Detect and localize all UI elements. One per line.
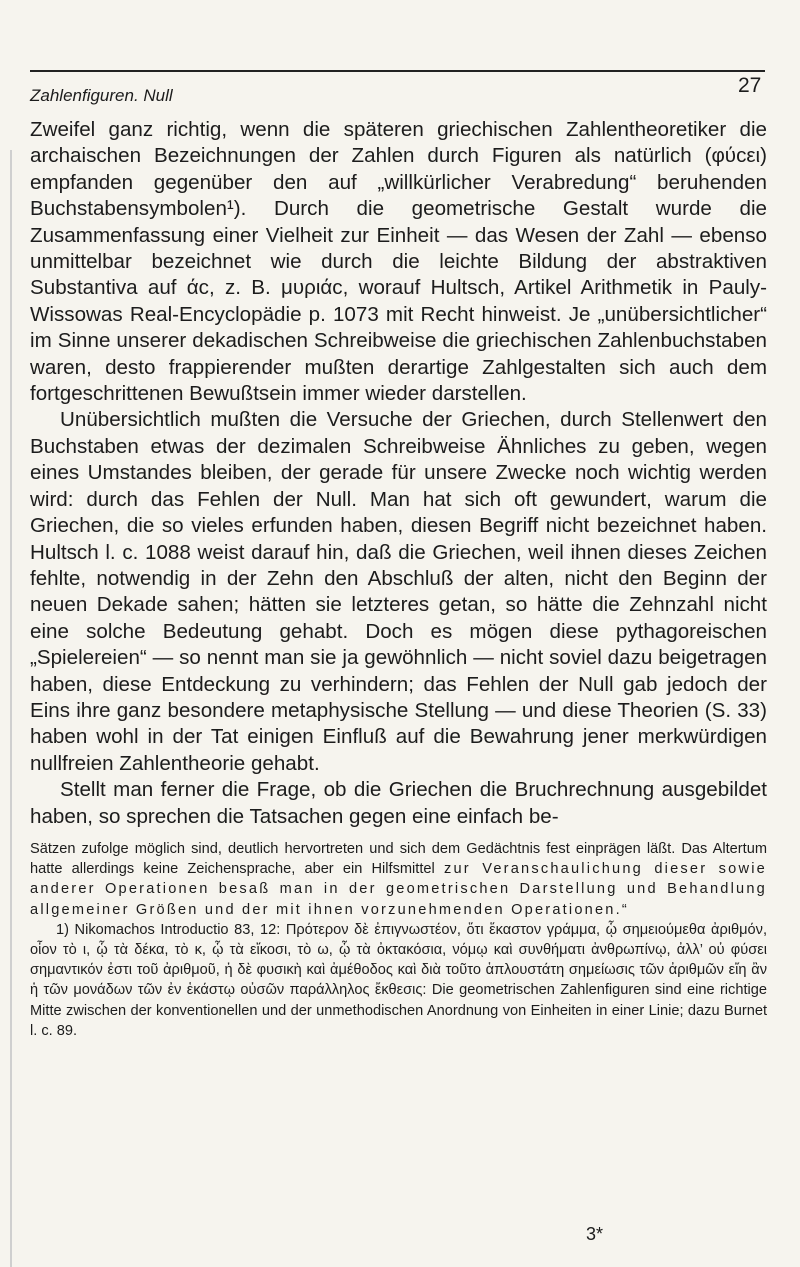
paragraph-2: Unübersichtlich mußten die Versuche der Griechen, durch Stellenwert den Buchstaben etwas der dezimalen Schreibweise Ähnliches zu geben, wegen eines Umstandes bleiben, der gerade für unsere Zwecke noch wichtig werden wird: durch das Fehlen der Null. Man hat sich oft gewundert, warum die Griechen, die so vieles erfunden haben, diesen Begriff nicht bezeichnet haben. Hultsch l. c. 1088 weist darauf hin, daß die Griechen, weil ihnen dieses Zeichen fehlte, notwendig in der Zehn den Abschluß der alten, nicht den Beginn der neuen Dekade sahen; hätten sie letzteres getan, so hätte die Zehnzahl nicht eine solche Bedeutung gehabt. Doch es mögen diese pythagoreischen „Spielereien“ — so nennt man sie ja gewöhnlich — nicht soviel dazu beigetragen haben, diese Entdeckung zu verhindern; das Fehlen der Null gab jedoch der Eins ihre ganz besondere metaphysische Stellung — und diese Theorien (S. 33) haben wohl in der Tat einigen Einfluß auf die Bewahrung jener merkwürdigen nullfreien Zahlentheorie gehabt. [30, 408, 767, 775]
signature-mark: 3* [586, 1224, 604, 1244]
header-rule [30, 70, 765, 72]
paragraph-3: Stellt man ferner die Frage, ob die Griechen die Bruchrechnung ausgebildet haben, so sprechen die Tatsachen gegen eine einfach be- [30, 778, 767, 828]
footnote-continuation [30, 839, 767, 920]
footnote-continuation-text: Sätzen zufolge möglich sind, deutlich hervortreten und sich dem Gedächtnis fest einprägen läßt. Das Altertum hatte allerdings keine Zeichensprache, aber ein Hilfsmittel [30, 841, 767, 878]
page-number: 27 [738, 74, 762, 97]
binding-edge [10, 150, 12, 1267]
footnote-spaced-text: zur Veranschaulichung dieser sowie anderer Operationen besaß man in der geometrischen Darstellung und Behandlung allgemeiner Größen und der mit ihnen vorzunehmenden Operationen.“ [30, 861, 767, 918]
paragraph-1: Zweifel ganz richtig, wenn die späteren griechischen Zahlentheoretiker die archaischen Bezeichnungen der Zahlen durch Figuren als natürlich (φύcει) empfanden gegenüber den auf „willkürlicher Verabredung“ beruhenden Buchstabensymbolen¹). Durch die geometrische Gestalt wurde die Zusammenfassung einer Vielheit zur Einheit — das Wesen der Zahl — ebenso unmittelbar bezeichnet wie durch die leichte Bildung der abstraktiven Substantiva auf άc, z. B. μυριάc, worauf Hultsch, Artikel Arithmetik in Pauly-Wissowas Real-Encyclopädie p. 1073 mit Recht hinweist. Je „unübersichtlicher“ im Sinne unserer dekadischen Schreibweise die griechischen Zahlenbuchstaben waren, desto frappierender mußten derartige Zahlgestalten sich auch dem fortgeschrittenen Bewußtsein immer wieder darstellen. [30, 118, 767, 406]
footnote-1: 1) Nikomachos Introductio 83, 12: Πρότερον δὲ ἐπιγνωστέον, ὅτι ἕκαστον γράμμα, ᾧ σημειούμεθα ἀριθμόν, οἷον τὸ ι, ᾧ τὰ δέκα, τὸ κ, ᾧ τὰ εἴκοσι, τὸ ω, ᾧ τὰ ὀκτακόσια, νόμῳ καὶ συνθήματι ἀνθρωπίνῳ, ἀλλ’ οὐ φύσει σημαντικόν ἐστι τοῦ ἀριθμοῦ, ἡ δὲ φυσικὴ καὶ ἀμέθοδος καὶ διὰ τοῦτο ἁπλουστάτη σημείωσις τῶν ἀριθμῶν εἴη ἂν ἡ τῶν μονάδων τῶν ἐν ἑκάστῳ οὐσῶν παράλληλος ἔκθεσις: Die geometrischen Zahlenfiguren sind eine richtige Mitte zwischen der konventionellen und der unmethodischen Anordnung von Einheiten in einer Linie; dazu Burnet l. c. 89. [30, 921, 767, 1039]
running-head: Zahlenfiguren. Null [30, 86, 173, 105]
body-text [30, 117, 767, 830]
footnotes [30, 839, 767, 1041]
